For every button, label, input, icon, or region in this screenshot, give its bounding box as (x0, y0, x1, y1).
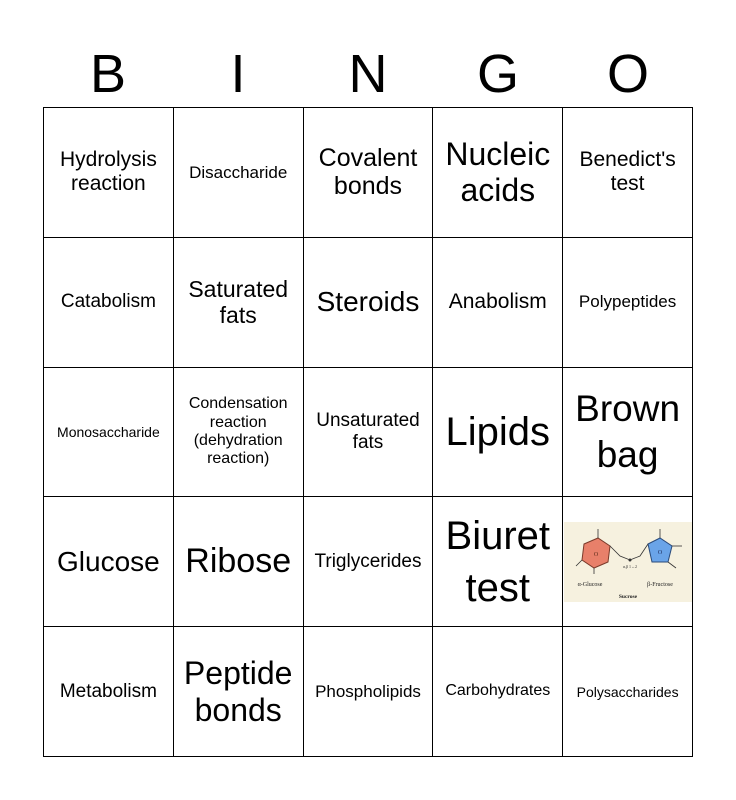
bingo-cell[interactable] (304, 108, 434, 238)
bingo-cell-image[interactable] (563, 497, 693, 627)
cell-label: Unsaturated fats (316, 410, 420, 453)
bingo-cell[interactable] (304, 497, 434, 627)
bingo-card-grid (43, 107, 693, 757)
cell-label: Glucose (57, 545, 160, 577)
bingo-cell[interactable] (433, 627, 563, 757)
bingo-cell[interactable] (174, 238, 304, 368)
header-letter-o: O (606, 44, 649, 104)
bingo-cell[interactable] (433, 108, 563, 238)
cell-label: Polysaccharides (576, 683, 679, 700)
svg-text:α,β 1↔2: α,β 1↔2 (622, 563, 637, 569)
cell-label: Hydrolysis reaction (59, 148, 157, 196)
cell-label: Steroids (316, 286, 420, 318)
svg-text:O: O (593, 551, 598, 558)
cell-label: Covalent bonds (318, 143, 418, 201)
bingo-cell[interactable] (304, 368, 434, 498)
cell-label: Peptide bonds (183, 654, 293, 728)
bingo-cell[interactable] (563, 368, 693, 498)
cell-label: Catabolism (60, 291, 156, 313)
header-letter-i: I (230, 44, 246, 104)
cell-label: Benedict's test (579, 148, 676, 196)
header-letter-b: B (89, 44, 127, 104)
cell-label: Phospholipids (315, 681, 421, 701)
cell-label: Condensation reaction (dehydration reaction) (188, 395, 288, 468)
cell-label: Monosaccharide (57, 423, 160, 440)
cell-label: Lipids (445, 409, 551, 454)
fructose-label: β-Fructose (646, 581, 673, 588)
bingo-cell[interactable] (433, 368, 563, 498)
cell-label: Anabolism (448, 290, 547, 314)
bingo-cell[interactable] (44, 627, 174, 757)
header-letter-n: N (348, 44, 388, 104)
bingo-cell[interactable] (44, 108, 174, 238)
bingo-cell[interactable] (304, 627, 434, 757)
svg-text:O: O (657, 549, 662, 556)
cell-label: Metabolism (59, 680, 157, 702)
cell-label: Brown bag (575, 387, 681, 475)
bingo-header (43, 42, 693, 106)
bingo-cell[interactable] (44, 497, 174, 627)
bingo-cell[interactable] (174, 368, 304, 498)
sucrose-structure-diagram (564, 522, 692, 602)
bingo-cell[interactable] (563, 108, 693, 238)
cell-label: Disaccharide (189, 162, 288, 182)
sucrose-label: Sucrose (618, 593, 637, 600)
bingo-cell[interactable] (433, 238, 563, 368)
bingo-cell[interactable] (174, 497, 304, 627)
cell-label: Ribose (185, 542, 292, 581)
cell-label: Biuret test (445, 513, 551, 610)
cell-label: Triglycerides (314, 550, 422, 572)
bingo-cell[interactable] (304, 238, 434, 368)
bingo-cell[interactable] (174, 108, 304, 238)
cell-label: Polypeptides (578, 292, 677, 312)
header-letter-g: G (476, 44, 519, 104)
bingo-cell[interactable] (44, 368, 174, 498)
bingo-cell[interactable] (44, 238, 174, 368)
cell-label: Carbohydrates (445, 682, 551, 700)
cell-label: Saturated fats (188, 275, 289, 329)
bingo-cell[interactable] (563, 238, 693, 368)
cell-label: Nucleic acids (445, 135, 551, 209)
bingo-cell[interactable] (433, 497, 563, 627)
bingo-cell[interactable] (563, 627, 693, 757)
bingo-cell[interactable] (174, 627, 304, 757)
glucose-label: α-Glucose (577, 581, 602, 588)
